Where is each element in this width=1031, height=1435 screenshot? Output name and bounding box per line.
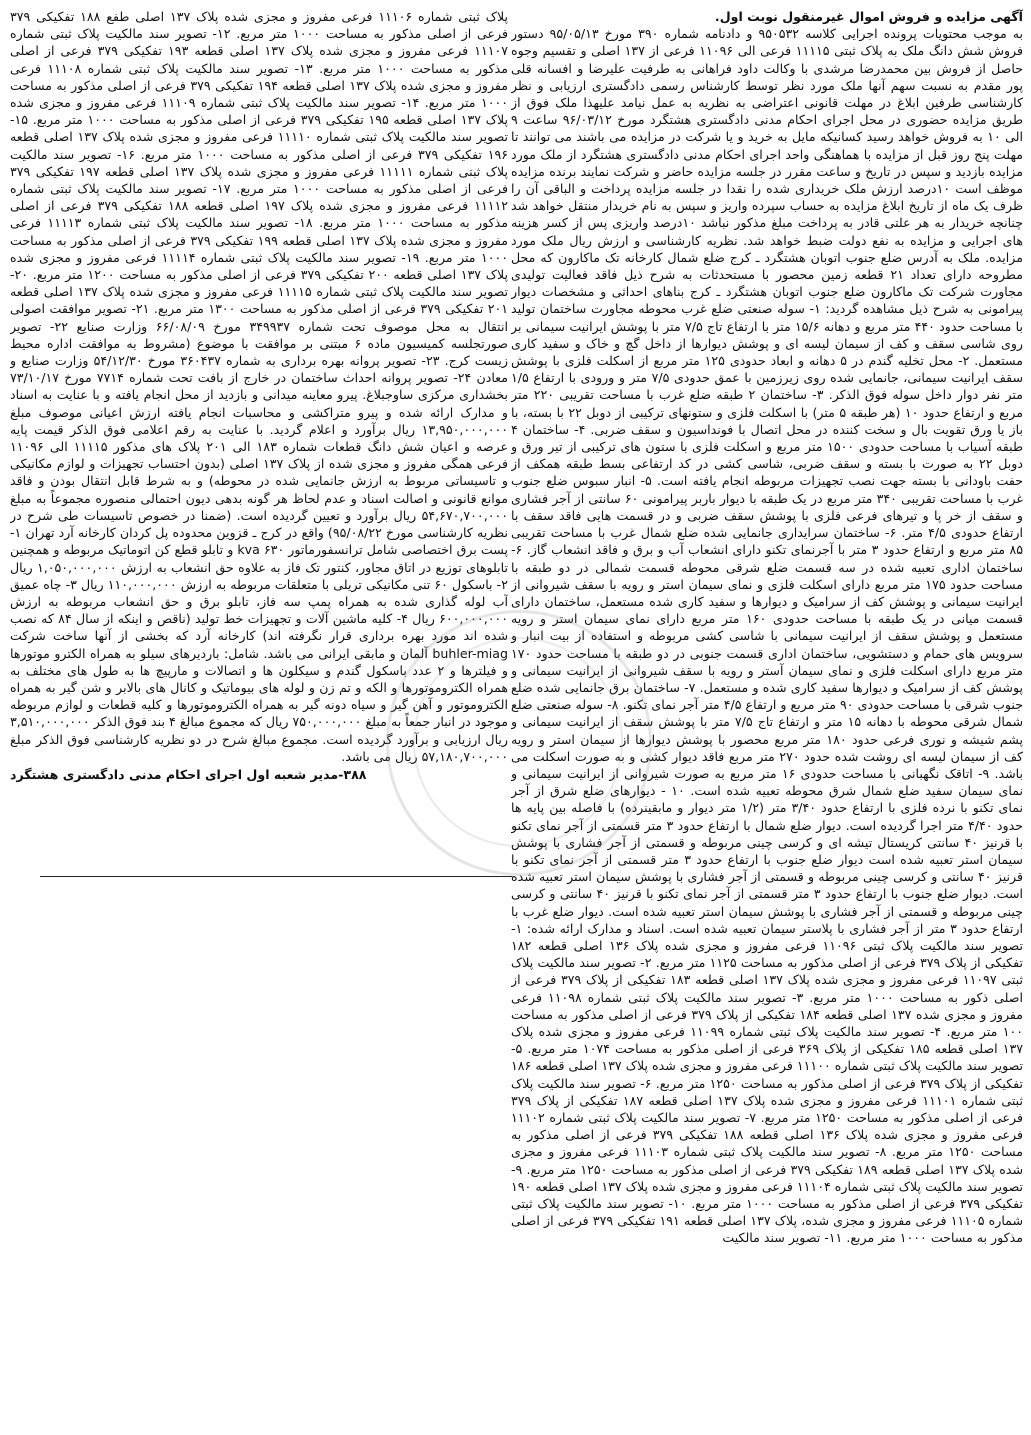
right-column bbox=[511, 8, 1023, 1428]
left-column bbox=[10, 8, 508, 848]
column-divider-line bbox=[40, 876, 512, 877]
notice-body-left: پلاک ثبتی شماره ۱۱۱۰۶ فرعی مفروز و مجزی شده پلاک ۱۳۷ اصلی طفع ۱۸۸ تفکیکی ۳۷۹ فرعی از اصلی مذکور به مساحت ۱۰۰۰ متر مربع. ۱۲- تصویر سند مالکیت پلاک ثبتی شماره ۱۱۱۰۷ فرعی مفروز و مجزی شده پلاک ۱۳۷ اصلی قطعه ۱۹۳ تفکیکی ۳۷۹ فرعی از اصلی مذکور به مساحت ۱۰۰۰ متر مربع. ۱۳- تصویر سند مالکیت پلاک ثبتی شماره ۱۱۱۰۸ فرعی مفروز و مجزی شده پلاک ۱۳۷ اصلی قطعه ۱۹۴ تفکیکی ۳۷۹ فرعی از اصلی مذکور به مساحت ۱۰۰۰ متر مربع. ۱۴- تصویر سند مالکیت پلاک ثبتی شماره ۱۱۱۰۹ فرعی مفروز و مجزی شده پلاک ۱۳۷ اصلی قطعه ۱۹۵ تفکیکی ۳۷۹ فرعی از اصلی مذکور به مساحت ۱۰۰۰ متر مربع. ۱۵- تصویر سند مالکیت پلاک ثبتی شماره ۱۱۱۱۰ فرعی مفروز و مجزی شده پلاک ۱۳۷ اصلی قطعه ۱۹۶ تفکیکی ۳۷۹ فرعی از اصلی مذکور به مساحت ۱۰۰۰ متر مربع. ۱۶- تصویر سند مالکیت پلاک ثبتی شماره ۱۱۱۱۱ فرعی مفروز و مجزی شده پلاک ۱۳۷ اصلی قطعه ۱۹۷ تفکیکی ۳۷۹ فرعی از اصلی مذکور به مساحت ۱۰۰۰ متر مربع. ۱۷- تصویر سند مالکیت پلاک ثبتی شماره ۱۱۱۱۲ فرعی مفروز و مجزی شده پلاک ۱۹۷ اصلی قطعه ۱۸۸ تفکیکی ۳۷۹ فرعی از اصلی مذکور به مساحت ۱۰۰۰ متر مربع. ۱۸- تصویر سند مالکیت پلاک ثبتی شماره ۱۱۱۱۳ فرعی مفروز و مجزی شده پلاک ۱۳۷ اصلی قطعه ۱۹۹ تفکیکی ۳۷۹ فرعی از اصلی مذکور به مساحت ۱۰۰۰ متر مربع. ۱۹- تصویر سند مالکیت پلاک ثبتی شماره ۱۱۱۱۴ فرعی مفروز و مجزی شده پلاک ۱۳۷ اصلی قطعه ۲۰۰ تفکیکی ۳۷۹ فرعی از اصلی مذکور به مساحت ۱۲۰۰ متر مربع. ۲۰- تصویر سند مالکیت پلاک ثبتی شماره ۱۱۱۱۵ فرعی مفروز و مجزی شده پلاک ۱۳۷ اصلی قطعه ۲۰۱ تفکیکی ۳۷۹ فرعی از اصلی مذکور به مساحت ۱۳۰۰ متر مربع. ۲۱- تصویر موافقت اصولی انتقال به محل موصوف تحت شماره ۳۴۹۹۳۷ مورخ ۶۶/۰۸/۰۹ وزارت صنایع ۲۲- تصویر صورتجلسه کمیسیون ماده ۶ مبتنی بر موافقت با موضوع (مشروط به موافقت اداره محیط زیست کرج. ۲۳- تصویر پروانه بهره برداری به شماره ۳۶۰۴۳۷ مورخ ۵۴/۱۲/۳۰ وزارت صنایع و معادن ۲۴- تصویر پروانه احداث ساختمان در خارج از بافت تحت شماره ۷۷۱۴ مورخ ۷۳/۱۰/۱۷ بخشداری مرکزی ساوجبلاغ. پیرو معاینه میدانی و بازدید از محل انجام یافته و با عنایت به اسناد و مدارک ارائه شده و پیرو متراکشی و محاسبات انجام یافته ارزش اعیانی موصوف مبلغ ۱۳,۹۵۰,۰۰۰,۰۰۰ ریال برآورد و اعلام گردید. با عنایت به رقم اعلامی فوق الذکر قیمت پایه عرصه و اعیان شش دانگ قطعات شماره ۱۸۳ الی ۲۰۱ پلاک های مذکور ۱۱۱۱۵ الی ۱۱۰۹۶ فرعی همگی مفروز و مجزی شده از پلاک ۱۳۷ اصلی (بدون احتساب تجهیزات و لوازم مکانیکی و تاسیساتی مربوط به ارزش جانمایی شده در محوطه) و به شرط قابل انتقال بودن و فاقد موانع قانونی و اصالت اسناد و عدم لحاظ هر گونه بدهی دیون احتمالی منصوره مجموعاً به مبلغ ۵۴,۶۷۰,۷۰۰,۰۰۰ ریال برآورد و تعیین گردیده است. (ضمنا در خصوص تاسیسات طی شرح در نظریه کارشناسی مورخ ۹۵/۰۸/۲۲) واقع در کرج ـ قزوین محدوده پل کردان کارخانه آرد تهران ۱- پست برق اختصاصی شامل ترانسفورماتور ۶۳۰ kva و تابلو قطع کن اتوماتیک مربوطه و همچنین تابلوهای توزیع در اتاق مجاور، کنتور تک فاز به علاوه حق انشعاب به ارزش ۱,۰۵۰,۰۰۰,۰۰۰ ریال ۲- باسکول ۶۰ تنی مکانیکی تریلی با متعلقات مربوطه به ارزش ۱۱۰,۰۰۰,۰۰۰ ریال ۳- چاه عمیق آب لوله گذاری شده به همراه پمپ سه فاز، تابلو برق و حق انشعاب مربوطه به ارزش ۶۰۰,۰۰۰,۰۰۰ ریال ۴- کلیه ماشین آلات و تجهیزات خط تولید (ناقص و اینکه از سال ۸۴ که نصب شده اند مورد بهره برداری قرار نگرفته اند) کارخانه آرد که بخشی از آنها ساخت شرکت buhler-miag آلمان و مابقی ایرانی می باشد. شامل: باردیرهای سیلو به همراه الکترو موتورها و فیلترها و ۲ عدد باسکول گندم و سیکلون ها و اتصالات و مارپیچ ها به طول های مختلف به همراه الکتروموتورها و الکه و تم زن و لوله های بیوماتیک و کانال های بالابر و شن گیر به همراه الکتروموتور و آهن گیر و سیاه دونه گیر به همراه الکتروموتورها و کلیه قطعات و لوازم مربوطه موجود در انبار جمعاً به مبلغ ۷۵۰,۰۰۰,۰۰۰ ریال که مجموع مبالغ ۴ بند فوق الذکر ۳,۵۱۰,۰۰۰,۰۰۰ ریال ارزیابی و برآورد گردیده است. مجموع مبالغ شرح در دو نظریه کارشناسی فوق الذکر مبلغ ۵۷,۱۸۰,۷۰۰,۰۰۰ ریال می باشد. bbox=[10, 9, 508, 764]
notice-signature: ۳۸۸-مدیر شعبه اول اجرای احکام مدنی دادگستری هشتگرد bbox=[10, 766, 367, 782]
notice-body-right: به موجب محتویات پرونده اجرایی کلاسه ۹۵۰۵۳۲ و دادنامه شماره ۳۹۰ مورخ ۹۵/۰۵/۱۳ دستور فروش شش دانگ ملک به پلاک ثبتی ۱۱۱۱۵ فرعی الی ۱۱۰۹۶ فرعی از ۱۳۷ اصلی و تقسیم وجوه حاصل از فروش بین محمدرضا مرشدی با وکالت داود فراهانی به طرفیت علیرضا و افسانه قلی پور مقدم به نسبت سهم آنها ملک مورد نظر توسط کارشناس رسمی دادگستری ارزیابی و نظر کارشناسی طرفین ابلاغ در مهلت قانونی اعتراضی به نظریه به عمل نیامد علیهذا ملک فوق از طریق مزایده حضوری در محل اجرای احکام مدنی دادگستری هشتگرد مورخ ۹۶/۰۳/۱۲ ساعت ۹ الی ۱۰ به فروش خواهد رسید کسانیکه مایل به خرید و یا شرکت در مزایده می باشند می توانند تا مهلت پنج روز قبل از مزایده با هماهنگی واحد اجرای احکام مدنی دادگستری هشتگرد از ملک مورد مزایده بازدید و سپس در تاریخ و ساعت مقرر در جلسه مزایده حاضر و شرکت نمایند برنده مزایده موظف است ۱۰درصد ارزش ملک خریداری شده را نقدا در جلسه مزایده پرداخت و الباقی آن را ظرف یک ماه از تاریخ ابلاغ مزایده به حساب سپرده واریز و سپس به نام خریدار منتقل خواهد شد چنانچه خریدار به هر علتی قادر به پرداخت مبلغ مذکور نباشد ۱۰درصد واریزی پس از کسر هزینه های اجرایی و مزایده به نفع دولت ضبط خواهد شد. نظریه کارشناسی و ارزش ریال ملک مورد مزایده. ملک به آدرس ضلع جنوب اتوبان هشتگرد ـ کرج ضلع شمال کارخانه تک ماکارون که محل مطروحه دارای تعداد ۲۱ قطعه زمین محصور با مستحدثات به شرح ذیل فاقد فعالیت تولیدی مجاورت شرکت تک ماکارون ضلع جنوب اتوبان هشتگرد ـ کرج بناهای احداثی و مشخصات دیوار پیرامونی به شرح ذیل مشاهده گردید: ۱- سوله صنعتی ضلع غرب محوطه مجاورت ساختمان تولید با مساحت حدود ۴۴۰ متر مربع و دهانه ۱۵/۶ متر با ارتفاع تاج ۷/۵ متر با پوشش ایرانیت سیمانی بر روی شاسی سقف و کف از سیمان لیسه ای و پوشش دیوارها از داخل گچ و خاک و سفید کاری مستعمل. ۲- محل تخلیه گندم در ۵ دهانه و ابعاد حدودی ۱۲۵ متر مربع از اسکلت فلزی با پوشش سقف ایرانیت سیمانی، جانمایی شده روی زیرزمین با عمق حدودی ۷/۵ متر و ورودی با ارتفاع ۱/۵ متر نفر دوار داخل سوله فوق الذکر. ۳- ساختمان ۲ طبقه ضلع غرب با مساحت تقریبی ۲۲۰ متر مربع و ارتفاع حدود ۱۰ (هر طبقه ۵ متر) با اسکلت فلزی و ستونهای ترکیبی از دوبل ۲۲ با بسته، با باز یا ورق تقویت بال و سخت کننده در محل اتصال با فونداسیون و سقف ضربی. ۴- ساختمان ۴ طبقه آسیاب با مساحت حدودی ۱۵۰۰ متر مربع و اسکلت فلزی با ستون های ترکیبی از تیر ورق و دوبل ۲۲ به صورت با بسته و سقف ضربی، شاسی کشی در کد ارتفاعی بسط طبقه همکف از حفت باودانی با بسته جهت نصب تجهیزات مربوطه انجام یافته است. ۵- انبار سبوس ضلع جنوب غرب با مساحت تقریبی ۳۴۰ متر مربع در یک طبقه با دیوار باربر پیرامونی ۶۰ سانتی از آجر فشاری و سقف از خر پا و تیرهای فرعی فلزی با پوشش سقف ضربی و در قسمت هایی فاقد سقف با ارتفاع حدودی ۴/۵ متر. ۶- ساختمان سرایداری جانمایی شده ضلع شمال غرب با مساحت تقریبی ۸۵ متر مربع و ارتفاع حدود ۳ متر با آجرنمای تکنو دارای انشعاب آب و برق و فاقد انشعاب گاز. ۶- ساختمان اداری تعبیه شده در سه قسمت ضلع شرقی محوطه قسمت شمالی در دو طبقه با مساحت حدود ۱۷۵ متر مربع دارای اسکلت فلزی و نمای سیمان استر و رویه با سقف شیروانی از ایرانیت سیمانی و پوشش کف از سرامیک و دیوارها و سفید کاری شده مستعمل، ساختمان دارای قسمت میانی در یک طبقه با مساحت حدودی ۱۶۰ متر مربع دارای نمای سیمان استر و رویه مستعمل و پوشش سقف از ایرانیت سیمانی با شاسی کشی مربوطه و استفاده از بیت انبار و سرویس های حمام و دستشویی، ساختمان اداری قسمت جنوبی در دو طبقه با مساحت حدود ۱۷۰ متر مربع دارای اسکلت فلزی و نمای سیمان آستر و رویه با سقف شیروانی از ایرانیت سیمانی و پوشش کف از سرامیک و دیوارها سفید کاری شده و مستعمل. ۷- ساختمان برق جانمایی شده ضلع جنوب شرقی با مساحت حدودی ۹۰ متر مربع و ارتفاع ۴/۵ متر آجر نمای تکنو. ۸- سوله صنعتی ضلع شمال شرقی محوطه با دهانه ۱۵ متر و ارتفاع تاج ۷/۵ متر با پوشش سقف از ایرانیت سیمانی و پشم شیشه و نوری فرعی حدود ۱۸۰ متر مربع محصور با پوشش دیوارها از سیمان استر و رویه کف از سیمان لیسه ای روشت شده حدود ۲۷۰ متر مربع فاقد دیوار کشی و به صورت اسکلت می باشد. ۹- اتاقک نگهبانی با مساحت حدودی ۱۶ متر مربع به صورت شیروانی از ایرانیت سیمانی و نمای سیمان سفید ضلع شمال شرق محوطه تعبیه شده است. ۱۰ - دیوارهای ضلع شرق از آجر نمای تکنو با نرده فلزی با ارتفاع حدود ۳/۴۰ متر (۱/۲ متر دیوار و مابقینرده) با فاصله بین پایه ها حدود ۴/۴۰ متر اجرا گردیده است. دیوار ضلع شمال با ارتفاع حدود ۳ متر قسمتی از آجر نمای تکنو با قرنیز ۴۰ سانتی کریستال تیشه ای و کرسی چینی مربوطه و قسمتی از آجر فشاری با پوشش سیمان استر تعبیه شده است دیوار ضلع جنوب با ارتفاع حدود ۳ متر قسمتی از آجر نمای تکنو با قرنیز ۴۰ سانتی و کرسی چینی مربوطه و قسمتی از آجر فشاری با پوشش سیمان استر تعبیه شده است. دیوار ضلع جنوب با ارتفاع حدود ۳ متر قسمتی از آجر نمای تکنو با قرنیز ۴۰ سانتی و کرسی چینی مربوطه و قسمتی از آجر فشاری با پوشش سیمان استر تعبیه شده است. دیوار ضلع غرب با ارتفاع حدود ۳ متر از آجر فشاری با پلاستر سیمان تعبیه شده است. اسناد و مدارک ارائه شده: ۱- تصویر سند مالکیت پلاک ثبتی ۱۱۰۹۶ فرعی مفروز و مجزی شده پلاک ۱۳۶ اصلی قطعه ۱۸۲ تفکیکی از پلاک ۳۷۹ فرعی از اصلی مذکور به مساحت ۱۱۲۵ متر مربع. ۲- تصویر سند مالکیت پلاک ثبتی ۱۱۰۹۷ فرعی مفروز و مجزی شده پلاک ۱۳۷ اصلی قطعه ۱۸۳ تفکیکی از پلاک ۳۷۹ فرعی از اصلی ذکور به مساحت ۱۰۰۰ متر مربع. ۳- تصویر سند مالکیت پلاک ثبتی شماره ۱۱۰۹۸ فرعی مفروز و مجزی شده ۱۳۷ اصلی قطعه ۱۸۴ تفکیکی از پلاک ۳۷۹ فرعی از اصلی مذکور به مساحت ۱۰۰ متر مربع. ۴- تصویر سند مالکیت پلاک ثبتی شماره ۱۱۰۹۹ فرعی مفروز و مجزی شده پلاک ۱۳۷ اصلی قطعه ۱۸۵ تفکیکی از پلاک ۳۶۹ فرعی از اصلی مذکور به مساحت ۱۰۷۴ متر مربع. ۵- تصویر سند مالکیت پلاک ثبتی شماره ۱۱۱۰۰ فرعی مفروز و مجزی شده پلاک ۱۳۷ اصلی قطعه ۱۸۶ تفکیکی از پلاک ۳۷۹ فرعی از اصلی مذکور به مساحت ۱۲۵۰ متر مربع. ۶- تصویر سند مالکیت پلاک ثبتی شماره ۱۱۱۰۱ فرعی مفروز و مجزی شده پلاک ۱۳۷ اصلی قطعه ۱۸۷ تفکیکی از پلاک ۳۷۹ فرعی از اصلی مذکور به مساحت ۱۲۵۰ متر مربع. ۷- تصویر سند مالکیت پلاک ثبتی شماره ۱۱۱۰۲ فرعی مفروز و مجزی شده پلاک ۱۳۶ اصلی قطعه ۱۸۸ تفکیکی ۳۷۹ فرعی از اصلی مذکور به مساحت ۱۲۵۰ متر مربع. ۸- تصویر سند مالکیت پلاک ثبتی شماره ۱۱۱۰۳ فرعی مفروز و مجزی شده پلاک ۱۳۷ اصلی قطعه ۱۸۹ تفکیکی ۳۷۹ فرعی از اصلی مذکور به مساحت ۱۲۵۰ متر مربع. ۹- تصویر سند مالکیت پلاک ثبتی شماره ۱۱۱۰۴ فرعی مفروز و مجزی شده پلاک ۱۳۷ اصلی قطعه ۱۹۰ تفکیکی ۳۷۹ فرعی از اصلی مذکور به مساحت ۱۰۰۰ متر مربع. ۱۰- تصویر سند مالکیت پلاک ثبتی شماره ۱۱۱۰۵ فرعی مفروز و مجزی شده، پلاک ۱۳۷ اصلی قطعه ۱۹۱ تفکیکی ۳۷۹ فرعی از اصلی مذکور به مساحت ۱۰۰۰ متر مربع. ۱۱- تصویر سند مالکیت bbox=[511, 26, 1023, 1246]
notice-title: آگهی مزایده و فروش اموال غیرمنقول نوبت اول. bbox=[714, 9, 1023, 24]
